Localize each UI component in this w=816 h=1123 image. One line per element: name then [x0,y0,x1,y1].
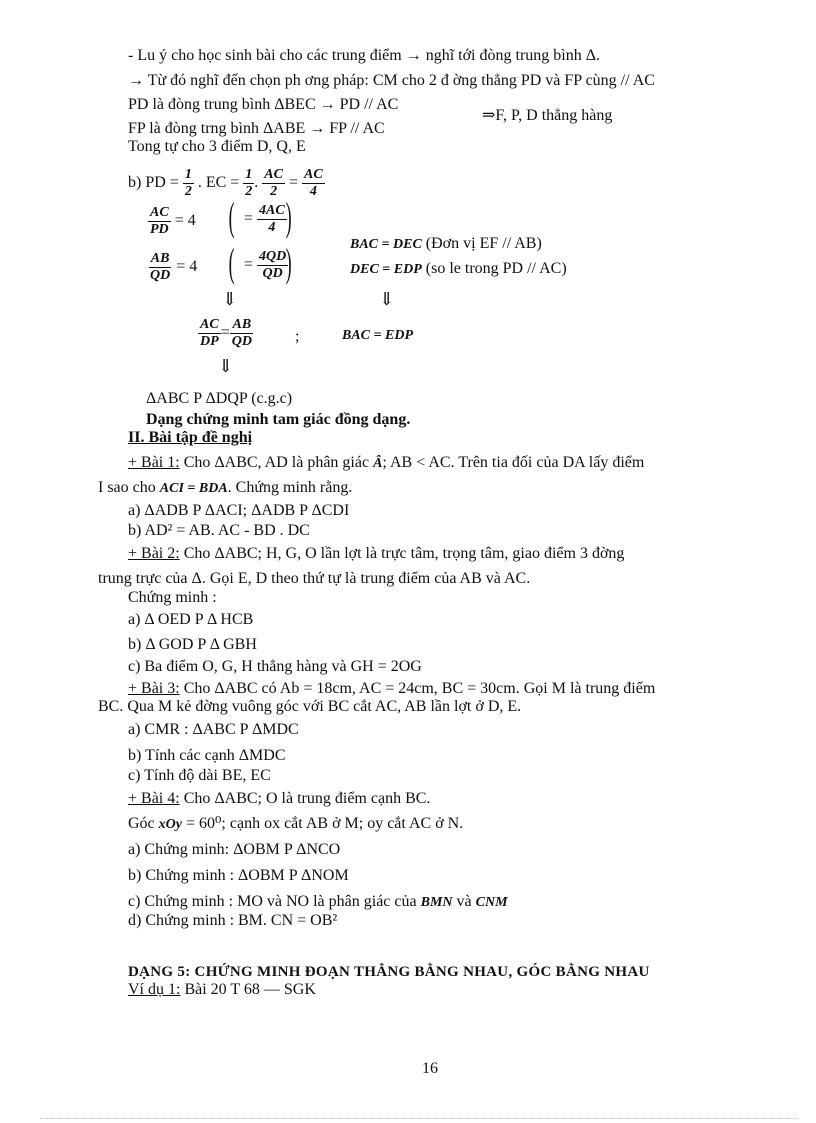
fraction-4qd-qd: $\frac{4QD}{QD}$ [259,249,287,281]
text-line: - Lu ý cho học sinh bài cho các trung điểm → nghĩ tới đòng trung bình Δ. [128,47,600,64]
angle-equality-3 [342,325,413,345]
exercise-2-c: c) Ba điểm O, G, H thẳng hàng và GH = 2OG [128,658,422,675]
down-arrow-icon: ⇓ [222,289,238,309]
exercise-3-line: BC. Qua M kẻ đờng vuông góc với BC cắt AC, AB lần lợt ở D, E. [98,698,522,715]
fraction-ac-4: $\frac{AC}{4}$ [304,167,323,199]
exercise-1-line [98,478,352,498]
exercise-text: I sao cho [98,479,160,496]
exercise-4-c [128,892,508,912]
angle-symbol: Â [373,456,383,471]
note-text: (so le trong PD // AC) [425,260,567,277]
semicolon: ; [295,328,300,345]
exercise-text: Cho ΔABC; H, G, O lần lợt là trực tâm, trọng tâm, giao điểm 3 đờng [179,545,625,562]
exercise-text: Góc [128,815,159,832]
example-title: Ví dụ 1: [128,981,181,998]
angle-symbol: BAC = DEC [350,237,422,252]
fraction-ac-pd: $\frac{AC}{PD}$ [150,205,169,237]
formula-paren-content [244,249,288,282]
exercise-4-d: d) Chứng minh : BM. CN = OB² [128,912,338,929]
example-text: Bài 20 T 68 — SGK [180,981,316,998]
exercise-3-c: c) Tính độ dài BE, EC [128,767,271,784]
formula-paren-content [244,203,287,236]
angle-equality-2 [350,259,567,279]
formula-eq: = [244,210,254,228]
exercise-4-line [128,789,430,808]
section-heading: Dạng chứng minh tam giác đồng dạng. [146,411,411,428]
section-heading: DẠNG 5: CHỨNG MINH ĐOẠN THẲNG BẰNG NHAU, GÓC BẰNG NHAU [128,964,650,980]
angle-symbol: DEC = EDP [350,262,422,277]
fraction-4ac-4: $\frac{4AC}{4}$ [259,203,285,235]
fraction-ab-qd: $\frac{AB}{QD}$ [150,251,171,283]
exercise-2-line: Chứng minh : [128,589,217,606]
exercise-4-b: b) Chứng minh : ΔOBM P ΔNOM [128,867,349,884]
exercise-3-line [128,679,655,698]
fraction-half: $\frac{1}{2}$ [245,167,253,199]
text-line: → Từ đó nghĩ đến chọn ph ơng pháp: CM cho 2 đ ờng thẳng PD và FP cùng // AC [128,72,655,89]
paren-left: ( [228,194,235,239]
paren-right: ) [285,240,292,285]
note-text: (Đơn vị EF // AB) [425,235,542,252]
formula-eq: = [288,174,298,192]
exercise-title: + Bài 4: [128,790,180,807]
exercise-2-a: a) Δ OED P Δ HCB [128,611,254,628]
angle-symbol: ACI = BDA [159,481,228,496]
formula-ratio [198,317,254,350]
fraction-half: $\frac{1}{2}$ [184,167,192,199]
paren-left: ( [228,240,235,285]
exercise-4-line [128,814,463,834]
angle-symbol: BMN [420,895,453,910]
exercise-1-line [128,453,644,473]
exercise-text: Cho ΔABC có Ab = 18cm, AC = 24cm, BC = 30cm. Gọi M là trung điểm [179,680,656,697]
down-arrow-icon: ⇓ [218,356,234,376]
text-line: Tong tự cho 3 điểm D, Q, E [128,138,306,155]
paren-right: ) [285,194,292,239]
exercise-text: c) Chứng minh : MO và NO là phân giác của [128,893,421,910]
formula-pd [128,167,325,200]
example-line [128,980,316,999]
exercise-text: ; AB < AC. Trên tia đối của DA lấy điểm [382,454,645,471]
exercise-1-a: a) ΔADB P ΔACI; ΔADB P ΔCDI [128,502,350,519]
exercise-3-a: a) CMR : ΔABC P ΔMDC [128,721,299,738]
exercise-2-b: b) Δ GOD P Δ GBH [128,636,257,653]
exercise-text: và [452,893,476,910]
page-number: 16 [422,1060,438,1077]
text-line: ⇒F, P, D thẳng hàng [482,107,613,124]
fraction-ac-2: $\frac{AC}{2}$ [264,167,283,199]
angle-symbol: CNM [475,895,508,910]
exercise-text: Cho ΔABC; O là trung điểm cạnh BC. [179,790,431,807]
down-arrow-icon: ⇓ [379,289,395,309]
exercise-title: + Bài 3: [128,680,180,697]
text-line: FP là đòng trng bình ΔABE → FP // AC [128,120,385,137]
formula-label: b) PD = [128,174,179,192]
angle-symbol: xOy [158,817,182,832]
formula-ab-qd [148,251,197,284]
exercise-3-b: b) Tính các cạnh ΔMDC [128,747,286,764]
similarity-conclusion: ΔABC P ΔDQP (c.g.c) [146,390,293,407]
formula-ac-pd [148,205,196,238]
formula-eq: = 4 [176,258,198,276]
exercise-text: Cho ΔABC, AD là phân giác [179,454,374,471]
fraction-ab-qd: $\frac{AB}{QD}$ [231,317,252,349]
formula-eq: = 4 [174,212,196,230]
formula-dot: . [254,174,259,192]
text-line: PD là đòng trung bình ΔBEC → PD // AC [128,96,399,113]
angle-symbol: BAC = EDP [342,328,413,343]
exercise-4-a: a) Chứng minh: ΔOBM P ΔNCO [128,841,341,858]
exercise-text: . Chứng minh rằng. [227,479,353,496]
formula-eq: = [244,256,254,274]
exercise-title: + Bài 1: [128,454,180,471]
formula-text: . EC = [197,174,240,192]
exercise-title: + Bài 2: [128,545,180,562]
formula-eq: = [220,324,230,342]
exercise-2-line: trung trực của Δ. Gọi E, D theo thứ tự là trung điểm của AB và AC. [98,570,531,587]
angle-equality-1 [350,234,542,254]
page-divider [40,1118,796,1119]
exercise-text: = 60⁰; cạnh ox cắt AB ở M; oy cắt AC ở N. [181,815,464,832]
section-heading: II. Bài tập đề nghị [128,429,253,446]
fraction-ac-dp: $\frac{AC}{DP}$ [200,317,219,349]
exercise-2-line [128,544,624,563]
exercise-1-b: b) AD² = AB. AC - BD . DC [128,522,310,539]
